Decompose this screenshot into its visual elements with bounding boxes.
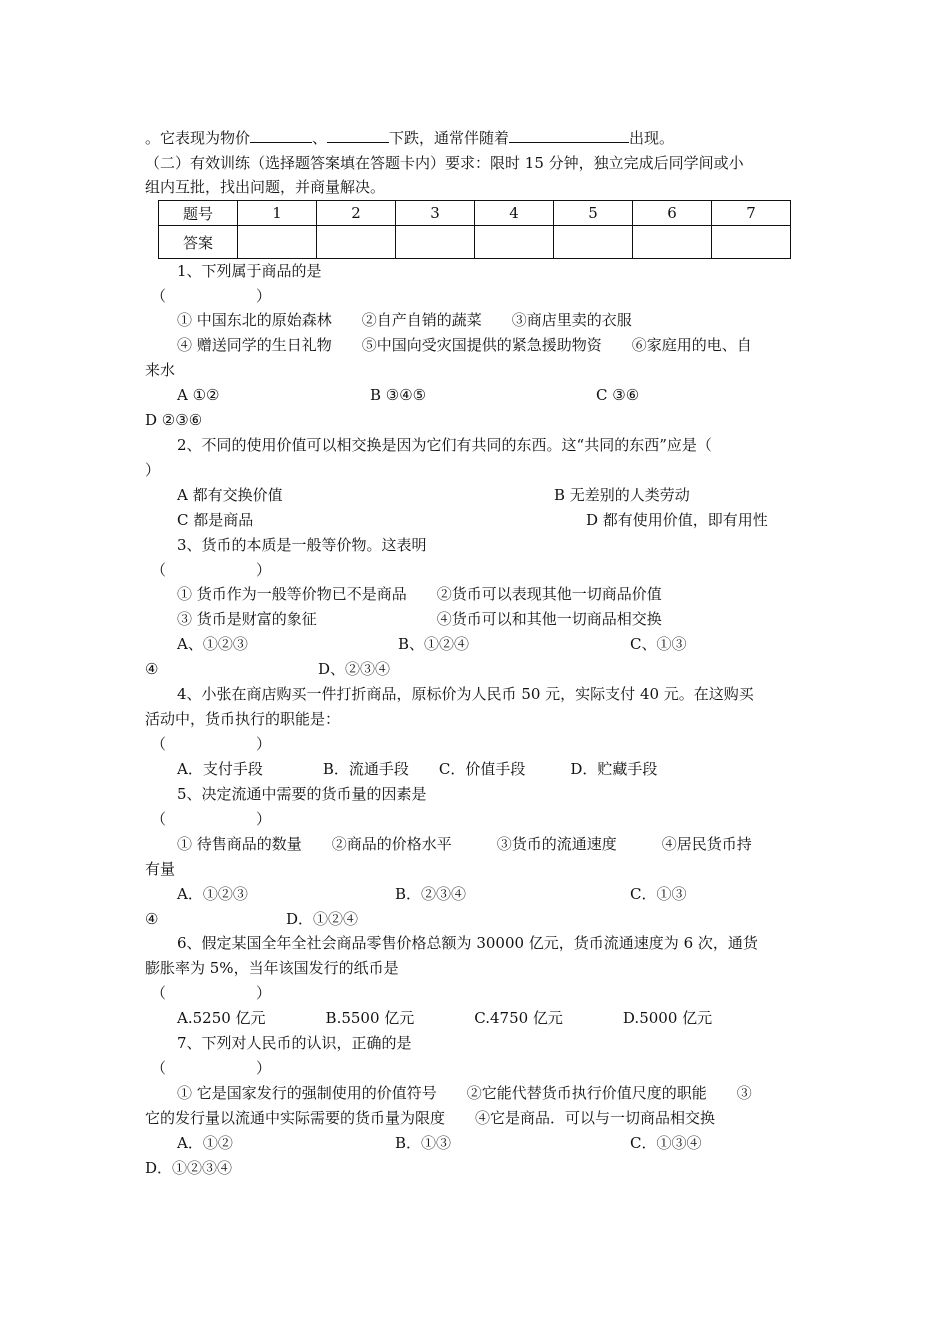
table-cell-number: 3	[396, 201, 475, 226]
q7-choice-c[interactable]: C．①③④	[630, 1134, 702, 1152]
q7-options-line-2: 它的发行量以流通中实际需要的货币量为限度 ④它是商品．可以与一切商品相交换	[145, 1109, 716, 1127]
q5-stem: 5、决定流通中需要的货币量的因素是	[177, 785, 427, 803]
answer-cell[interactable]	[475, 226, 554, 259]
q4-stem: 4、小张在商店购买一件打折商品，原标价为人民币 50 元，实际支付 40 元。在这购买	[177, 685, 754, 703]
answer-blank-2[interactable]	[327, 128, 389, 143]
table-answer-label: 答案	[159, 226, 238, 259]
table-cell-number: 6	[633, 201, 712, 226]
q1-stem: 1、下列属于商品的是	[177, 262, 322, 280]
table-cell-number: 4	[475, 201, 554, 226]
table-row-numbers	[159, 201, 791, 226]
q7-options-line-1: ① 它是国家发行的强制使用的价值符号 ②它能代替货币执行价值尺度的职能 ③	[177, 1084, 752, 1102]
q5-choice-a[interactable]: A．①②③	[177, 885, 248, 903]
q6-stem-cont: 膨胀率为 5%，当年该国发行的纸币是	[145, 959, 399, 977]
q5-choice-b[interactable]: B．②③④	[395, 885, 467, 903]
q3-choice-d[interactable]: D、②③④	[318, 660, 391, 678]
intro-text-1: 。它表现为物价	[145, 129, 251, 147]
q2-choice-c[interactable]: C 都是商品	[177, 511, 254, 529]
q6-stem: 6、假定某国全年全社会商品零售价格总额为 30000 亿元，货币流通速度为 6 次，通货	[177, 934, 758, 952]
q3-choice-a[interactable]: A、①②③	[177, 635, 248, 653]
q2-answer-paren[interactable]: ）	[145, 461, 161, 479]
q1-choice-a[interactable]: A ①②	[177, 386, 220, 404]
q5-choice-c[interactable]: C．①③	[630, 885, 687, 903]
q2-choice-a[interactable]: A 都有交换价值	[177, 486, 283, 504]
q5-choice-c-cont: ④	[145, 910, 159, 928]
intro-sep: 、	[312, 129, 328, 147]
q5-choice-d[interactable]: D．①②④	[286, 910, 359, 928]
table-cell-number: 7	[712, 201, 791, 226]
q5-options-line-2: 有量	[145, 860, 176, 878]
q6-answer-paren[interactable]: （ ）	[151, 984, 272, 1002]
answer-cell[interactable]	[712, 226, 791, 259]
q7-answer-paren[interactable]: （ ）	[151, 1059, 272, 1077]
intro-text-3: 出现。	[629, 129, 675, 147]
intro-text-2: 下跌，通常伴随着	[389, 129, 510, 147]
q1-choice-b[interactable]: B ③④⑤	[370, 386, 427, 404]
q3-choice-b[interactable]: B、①②④	[398, 635, 470, 653]
q1-options-line-1: ① 中国东北的原始森林 ②自产自销的蔬菜 ③商店里卖的衣服	[177, 311, 632, 329]
q7-choice-d[interactable]: D．①②③④	[145, 1159, 233, 1177]
q1-choice-d[interactable]: D ②③⑥	[145, 411, 203, 429]
q3-stem: 3、货币的本质是一般等价物。这表明	[177, 536, 427, 554]
table-row-answers	[159, 226, 791, 259]
answer-cell[interactable]	[554, 226, 633, 259]
training-requirement-cont: 组内互批，找出问题，并商量解决。	[145, 178, 386, 196]
table-cell-number: 5	[554, 201, 633, 226]
q1-options-line-3: 来水	[145, 361, 176, 379]
q6-choices[interactable]: A.5250 亿元 B.5500 亿元 C.4750 亿元 D.5000 亿元	[177, 1009, 713, 1027]
table-cell-number: 1	[238, 201, 317, 226]
table-header-label: 题号	[159, 201, 238, 226]
answer-cell[interactable]	[317, 226, 396, 259]
q3-choice-c-cont: ④	[145, 660, 159, 678]
q7-choice-b[interactable]: B．①③	[395, 1134, 452, 1152]
answer-table	[158, 200, 791, 259]
q4-stem-cont: 活动中，货币执行的职能是：	[145, 710, 341, 728]
q5-answer-paren[interactable]: （ ）	[151, 810, 272, 828]
q3-options-line-2: ③ 货币是财富的象征 ④货币可以和其他一切商品相交换	[177, 610, 662, 628]
answer-cell[interactable]	[238, 226, 317, 259]
q3-answer-paren[interactable]: （ ）	[151, 561, 272, 579]
answer-blank-1[interactable]	[250, 128, 312, 143]
q1-choice-c[interactable]: C ③⑥	[596, 386, 640, 404]
q2-choice-d[interactable]: D 都有使用价值，即有用性	[586, 511, 768, 529]
answer-blank-3[interactable]	[509, 128, 629, 143]
q3-options-line-1: ① 货币作为一般等价物已不是商品 ②货币可以表现其他一切商品价值	[177, 585, 662, 603]
q3-choice-c[interactable]: C、①③	[630, 635, 687, 653]
q2-stem: 2、不同的使用价值可以相交换是因为它们有共同的东西。这“共同的东西”应是（	[177, 436, 712, 454]
answer-cell[interactable]	[633, 226, 712, 259]
table-cell-number: 2	[317, 201, 396, 226]
q7-stem: 7、下列对人民币的认识，正确的是	[177, 1034, 412, 1052]
q7-choice-a[interactable]: A．①②	[177, 1134, 233, 1152]
q4-choices[interactable]: A．支付手段 B．流通手段 C．价值手段 D．贮藏手段	[177, 760, 658, 778]
q1-options-line-2: ④ 赠送同学的生日礼物 ⑤中国向受灾国提供的紧急援助物资 ⑥家庭用的电、自	[177, 336, 752, 354]
q1-answer-paren[interactable]: （ ）	[151, 287, 272, 305]
q4-answer-paren[interactable]: （ ）	[151, 735, 272, 753]
q2-choice-b[interactable]: B 无差别的人类劳动	[554, 486, 690, 504]
answer-cell[interactable]	[396, 226, 475, 259]
intro-line-1	[145, 128, 674, 148]
training-requirement: （二）有效训练（选择题答案填在答题卡内）要求：限时 15 分钟，独立完成后同学间或小	[145, 154, 744, 172]
q5-options-line-1: ① 待售商品的数量 ②商品的价格水平 ③货币的流通速度 ④居民货币持	[177, 835, 752, 853]
